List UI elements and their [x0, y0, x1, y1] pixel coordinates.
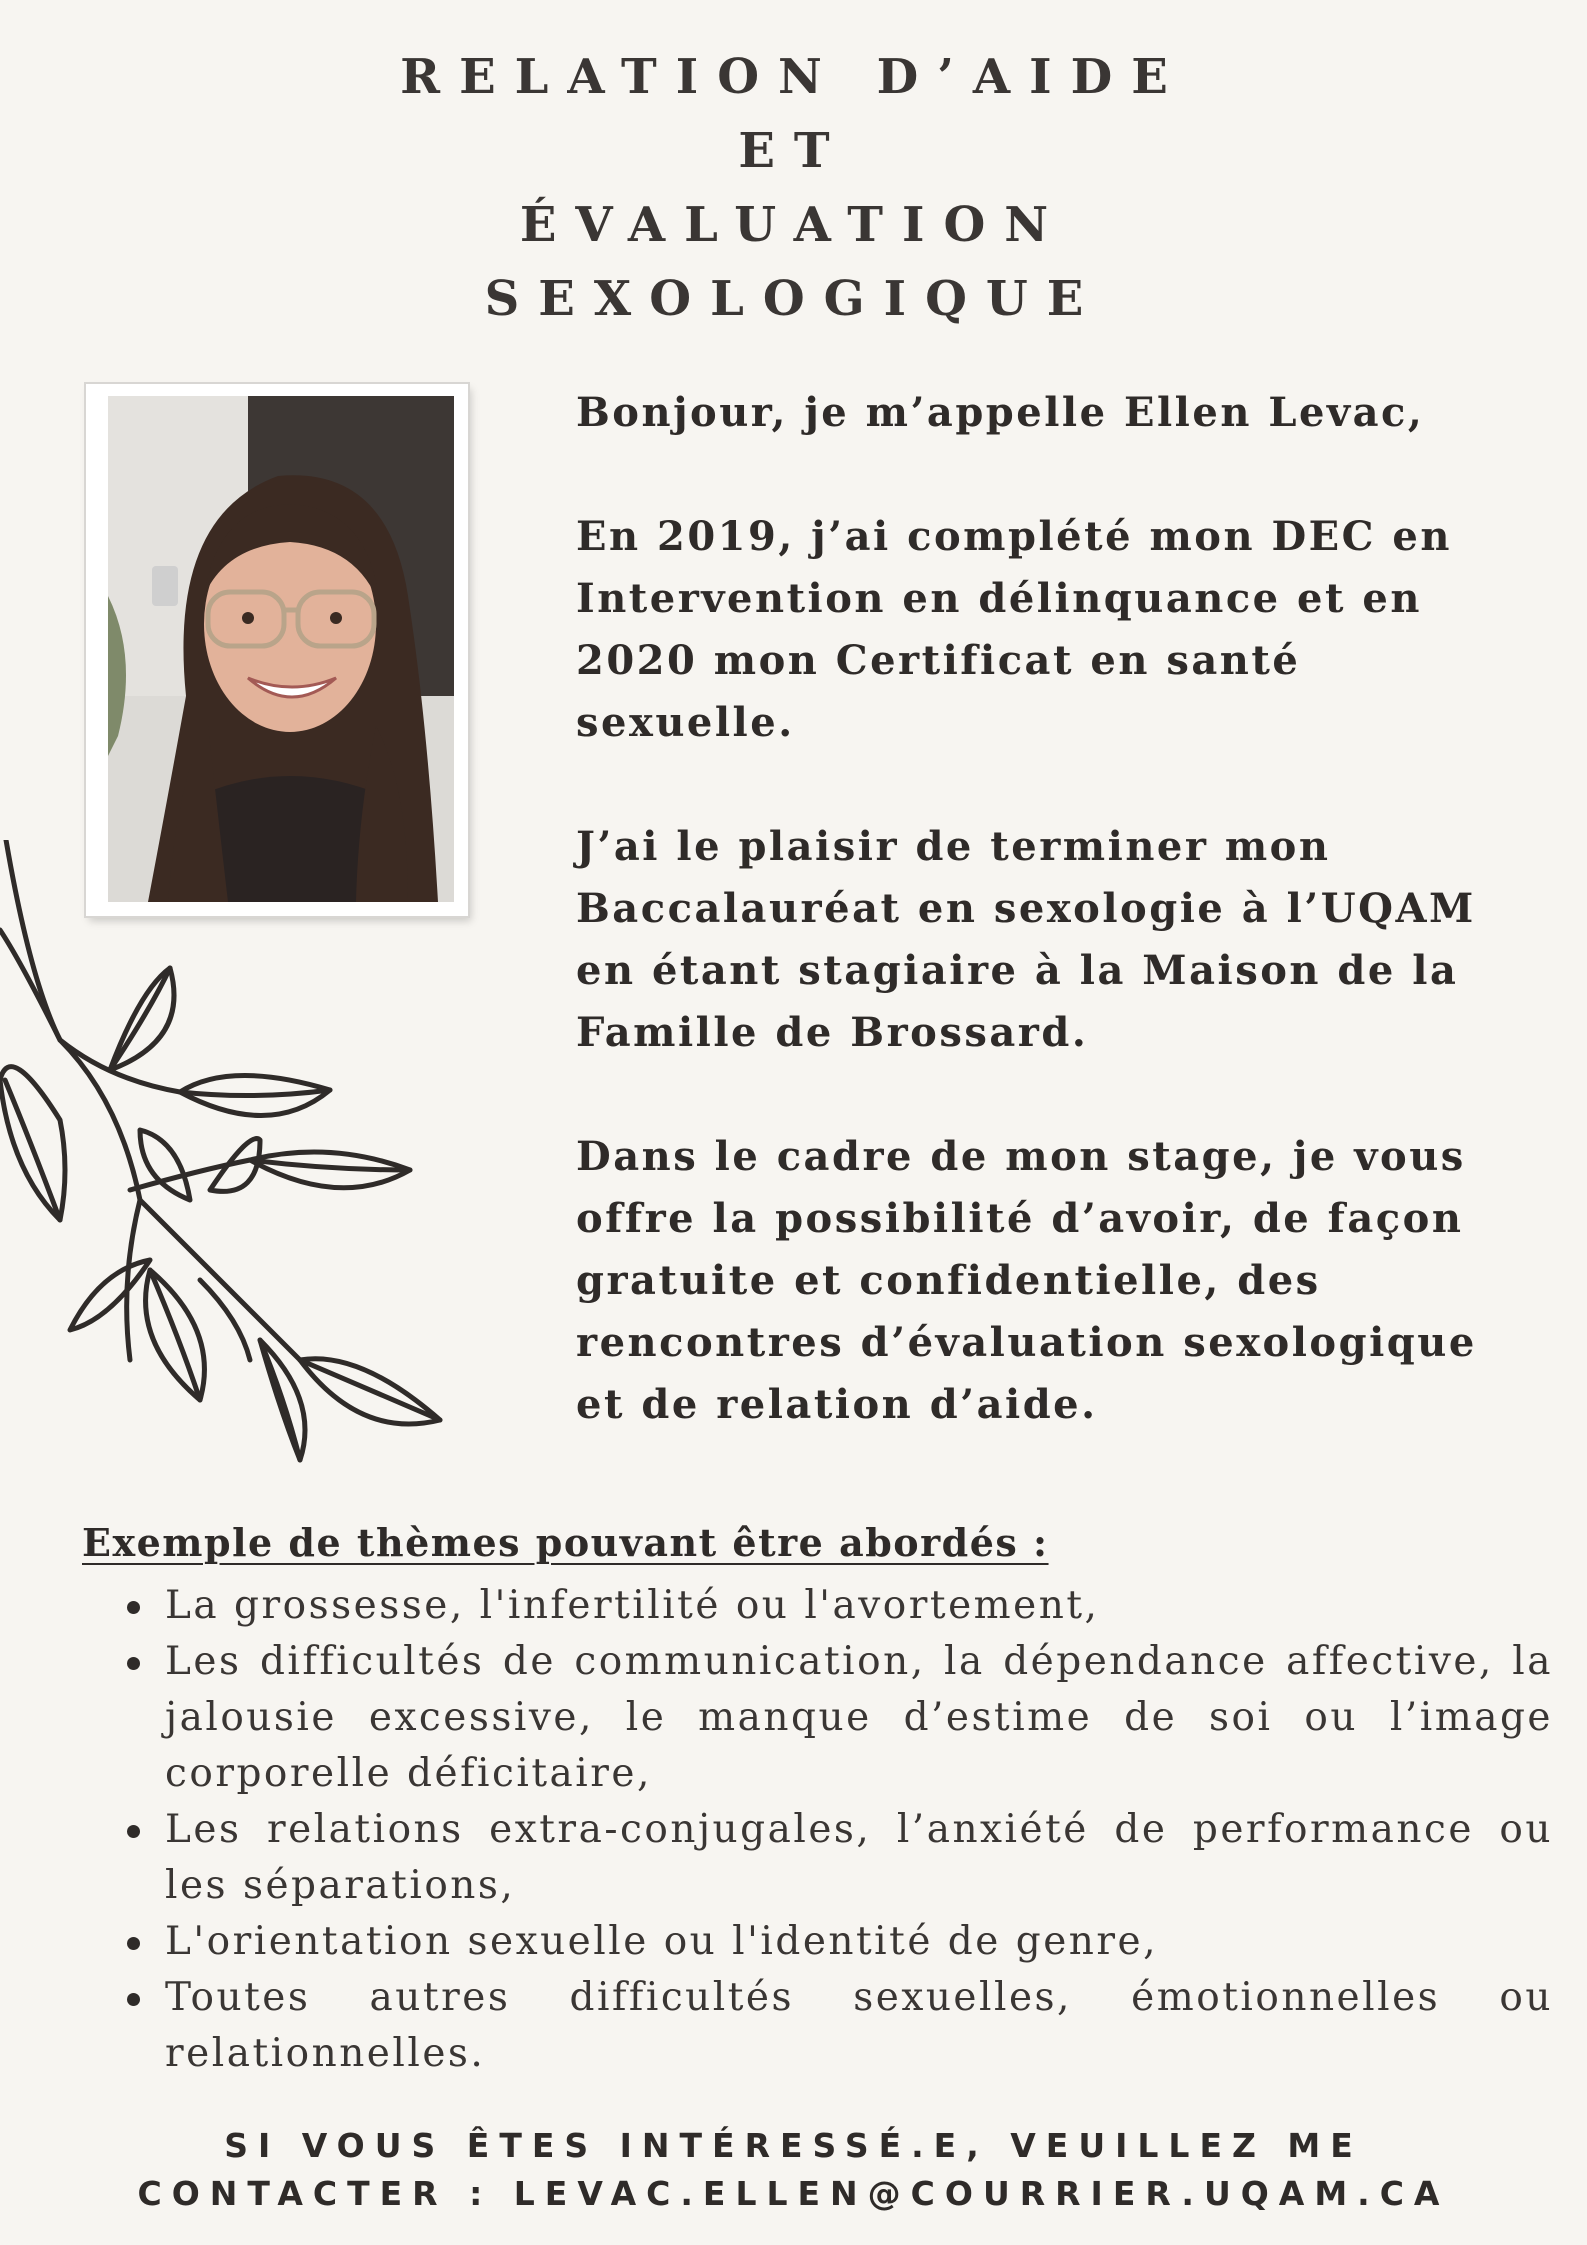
theme-item: Les difficultés de communication, la dépendance affective, la jalousie excessive, le manque d’estime de soi ou l’image corporelle déficitaire,	[165, 1634, 1553, 1802]
theme-item: Toutes autres difficultés sexuelles, émotionnelles ou relationnelles.	[165, 1970, 1553, 2082]
contact-line-1: SI VOUS ÊTES INTÉRESSÉ.E, VEUILLEZ ME	[224, 2126, 1363, 2165]
intro-greeting	[576, 382, 1476, 444]
theme-item: La grossesse, l'infertilité ou l'avortement,	[165, 1578, 1553, 1634]
title-line-4: SEXOLOGIQUE	[484, 271, 1103, 327]
intro-internship	[576, 816, 1476, 1064]
intro-line: offre la possibilité d’avoir, de façon	[576, 1195, 1464, 1242]
theme-item: Les relations extra-conjugales, l’anxiété de performance ou les séparations,	[165, 1802, 1553, 1914]
intro-line: 2020 mon Certificat en santé	[576, 637, 1301, 684]
portrait-illustration	[108, 396, 454, 902]
intro-line: gratuite et confidentielle, des	[576, 1257, 1321, 1304]
themes-list	[113, 1578, 1553, 2082]
intro-line: En 2019, j’ai complété mon DEC en	[576, 513, 1452, 560]
intro-line: et de relation d’aide.	[576, 1381, 1098, 1428]
intro-line: Baccalauréat en sexologie à l’UQAM	[576, 885, 1476, 932]
intro-offer	[576, 1126, 1476, 1436]
title-line-2: ET	[738, 123, 849, 179]
intro-line: Intervention en délinquance et en	[576, 575, 1422, 622]
intro-line: J’ai le plaisir de terminer mon	[576, 823, 1331, 870]
contact-info	[0, 2122, 1587, 2218]
intro-line: Famille de Brossard.	[576, 1009, 1089, 1056]
intro-line: sexuelle.	[576, 699, 795, 746]
contact-line-2: CONTACTER : LEVAC.ELLEN@COURRIER.UQAM.CA	[137, 2174, 1450, 2213]
leaf-branch-icon	[0, 840, 460, 1480]
title-line-3: ÉVALUATION	[519, 197, 1068, 253]
intro-text	[576, 382, 1476, 1498]
intro-line: Dans le cadre de mon stage, je vous	[576, 1133, 1466, 1180]
portrait-photo	[108, 396, 454, 902]
themes-heading: Exemple de thèmes pouvant être abordés :	[82, 1520, 1049, 1565]
title-line-1: RELATION D’AIDE	[400, 49, 1187, 105]
intro-education	[576, 506, 1476, 754]
intro-line: en étant stagiaire à la Maison de la	[576, 947, 1459, 994]
page-title	[0, 40, 1587, 336]
theme-item: L'orientation sexuelle ou l'identité de genre,	[165, 1914, 1553, 1970]
portrait-frame	[86, 384, 468, 916]
intro-line: rencontres d’évaluation sexologique	[576, 1319, 1477, 1366]
intro-line: Bonjour, je m’appelle Ellen Levac,	[576, 389, 1425, 436]
